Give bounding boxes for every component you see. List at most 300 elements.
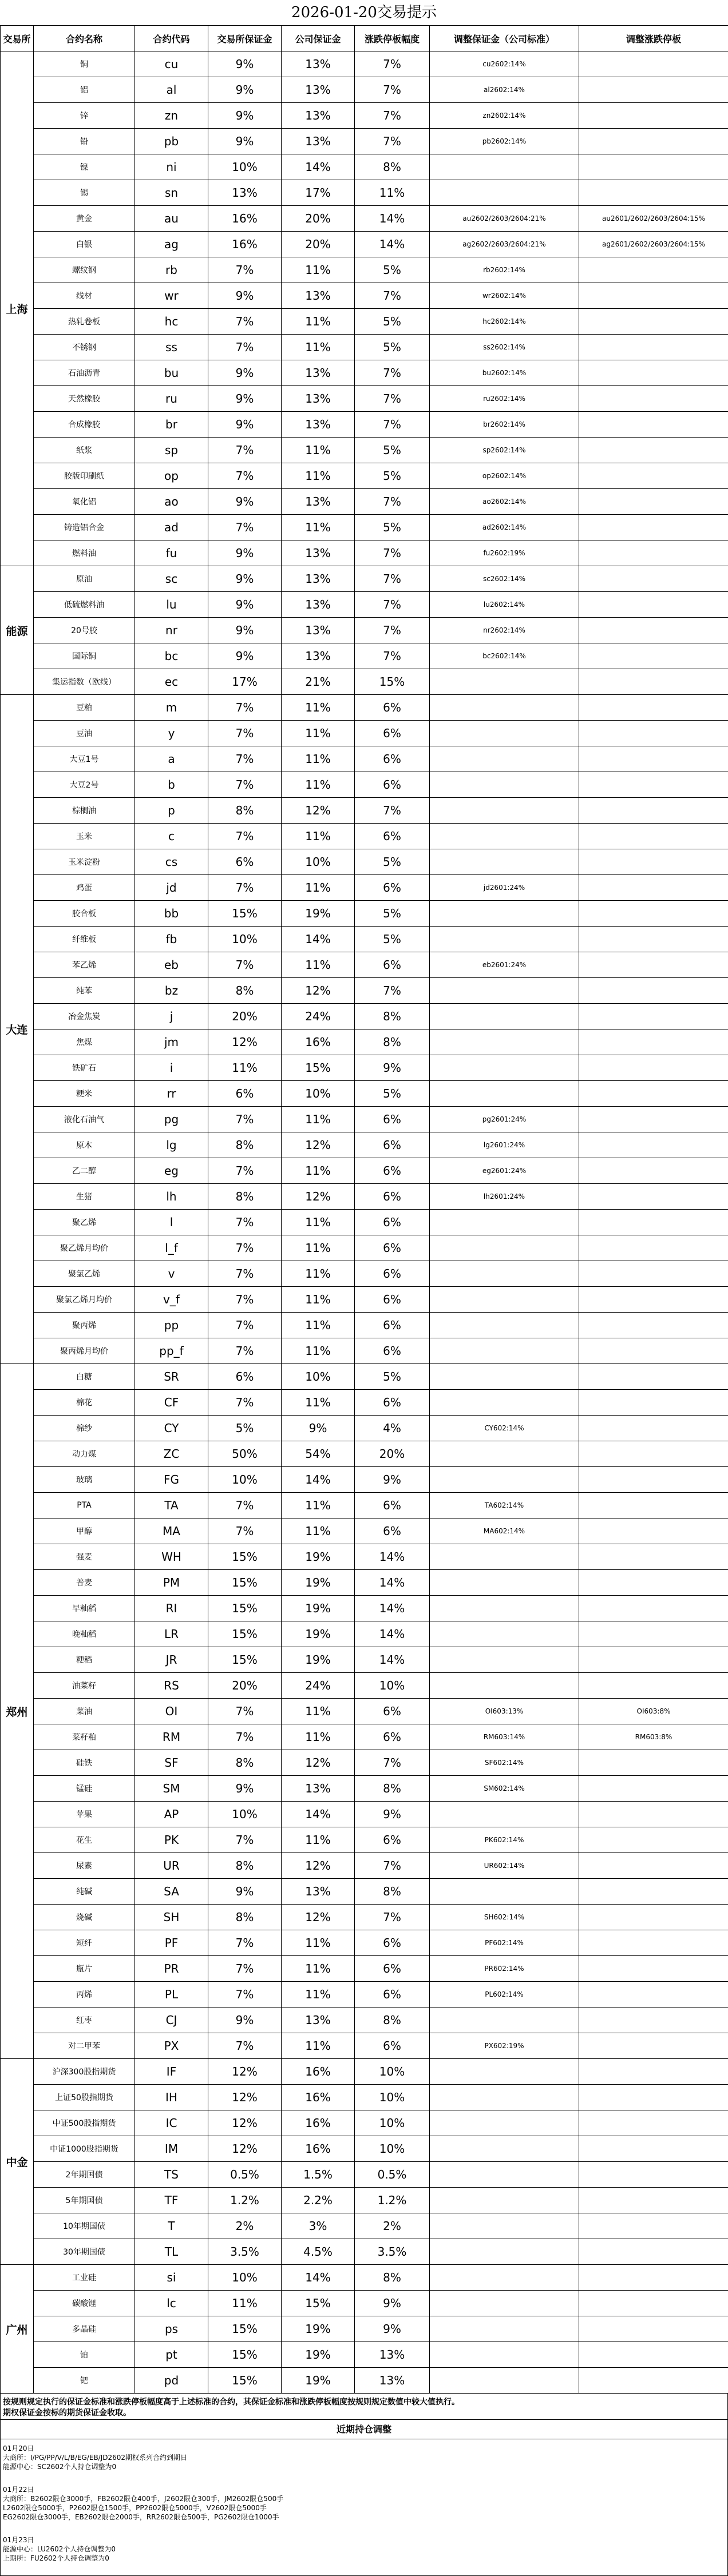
company-margin-cell: 11% xyxy=(282,1930,355,1956)
adjusted-margin-cell: zn2602:14% xyxy=(430,103,579,129)
table-row xyxy=(1,1493,728,1518)
contract-code-cell: lh xyxy=(135,1184,208,1210)
contract-name-cell: 30年期国债 xyxy=(34,2239,135,2265)
exchange-margin-cell: 15% xyxy=(208,1647,282,1673)
contract-code-cell: bz xyxy=(135,978,208,1004)
contract-name-cell: 原木 xyxy=(34,1132,135,1158)
contract-name-cell: 晚籼稻 xyxy=(34,1621,135,1647)
company-margin-cell: 11% xyxy=(282,257,355,283)
contract-code-cell: l_f xyxy=(135,1235,208,1261)
adjusted-limit-cell xyxy=(579,2136,728,2162)
adjusted-limit-cell xyxy=(579,824,728,849)
adjusted-margin-cell: UR602:14% xyxy=(430,1853,579,1879)
contract-code-cell: PK xyxy=(135,1827,208,1853)
adjusted-limit-cell xyxy=(579,1647,728,1673)
contract-code-cell: PM xyxy=(135,1570,208,1596)
company-margin-cell: 12% xyxy=(282,1184,355,1210)
price-limit-cell: 6% xyxy=(355,2033,430,2059)
price-limit-cell: 7% xyxy=(355,412,430,438)
company-margin-cell: 13% xyxy=(282,283,355,309)
contract-name-cell: 短纤 xyxy=(34,1930,135,1956)
adjusted-margin-cell xyxy=(430,1081,579,1107)
price-limit-cell: 5% xyxy=(355,849,430,875)
exchange-margin-cell: 8% xyxy=(208,1853,282,1879)
exchange-margin-cell: 9% xyxy=(208,489,282,515)
table-row xyxy=(1,1930,728,1956)
adjusted-limit-cell xyxy=(579,1776,728,1802)
company-margin-cell: 15% xyxy=(282,2291,355,2316)
exchange-margin-cell: 7% xyxy=(208,463,282,489)
contract-code-cell: eg xyxy=(135,1158,208,1184)
adjusted-margin-cell: sc2602:14% xyxy=(430,566,579,592)
recent-title: 近期持仓调整 xyxy=(0,2420,728,2439)
table-row xyxy=(1,2136,728,2162)
price-limit-cell: 7% xyxy=(355,103,430,129)
adjusted-limit-cell xyxy=(579,51,728,77)
contract-code-cell: PR xyxy=(135,1956,208,1982)
exchange-margin-cell: 7% xyxy=(208,746,282,772)
table-row xyxy=(1,1235,728,1261)
adjusted-limit-cell xyxy=(579,2188,728,2213)
exchange-margin-cell: 3.5% xyxy=(208,2239,282,2265)
contract-name-cell: 聚丙烯月均价 xyxy=(34,1338,135,1364)
contract-name-cell: 聚氯乙烯月均价 xyxy=(34,1287,135,1313)
company-margin-cell: 12% xyxy=(282,1132,355,1158)
table-row xyxy=(1,1261,728,1287)
adjusted-limit-cell xyxy=(579,1390,728,1416)
price-limit-cell: 1.2% xyxy=(355,2188,430,2213)
exchange-margin-cell: 12% xyxy=(208,2110,282,2136)
contract-name-cell: 10年期国债 xyxy=(34,2213,135,2239)
adjusted-limit-cell: ag2601/2602/2603/2604:15% xyxy=(579,232,728,257)
table-row xyxy=(1,669,728,695)
price-limit-cell: 6% xyxy=(355,1158,430,1184)
exchange-cell: 中金 xyxy=(1,2059,34,2265)
adjusted-margin-cell: lh2601:24% xyxy=(430,1184,579,1210)
adjusted-margin-cell xyxy=(430,2316,579,2342)
price-limit-cell: 6% xyxy=(355,695,430,721)
company-margin-cell: 19% xyxy=(282,1544,355,1570)
recent-group xyxy=(3,2485,725,2522)
adjusted-limit-cell xyxy=(579,1132,728,1158)
price-limit-cell: 6% xyxy=(355,1699,430,1724)
exchange-margin-cell: 12% xyxy=(208,1029,282,1055)
contract-name-cell: 丙烯 xyxy=(34,1982,135,2007)
company-margin-cell: 13% xyxy=(282,592,355,618)
company-margin-cell: 14% xyxy=(282,154,355,180)
exchange-margin-cell: 15% xyxy=(208,1570,282,1596)
contract-name-cell: 纯碱 xyxy=(34,1879,135,1905)
price-limit-cell: 8% xyxy=(355,1029,430,1055)
contract-name-cell: 中证500股指期货 xyxy=(34,2110,135,2136)
contract-code-cell: ao xyxy=(135,489,208,515)
table-row xyxy=(1,2007,728,2033)
adjusted-margin-cell xyxy=(430,849,579,875)
table-row xyxy=(1,1184,728,1210)
contract-code-cell: SR xyxy=(135,1364,208,1390)
company-margin-cell: 11% xyxy=(282,1235,355,1261)
exchange-margin-cell: 7% xyxy=(208,257,282,283)
adjusted-limit-cell xyxy=(579,2033,728,2059)
adjusted-limit-cell xyxy=(579,180,728,206)
contract-name-cell: 低硫燃料油 xyxy=(34,592,135,618)
adjusted-margin-cell: wr2602:14% xyxy=(430,283,579,309)
adjusted-limit-cell xyxy=(579,1827,728,1853)
price-limit-cell: 7% xyxy=(355,592,430,618)
contract-code-cell: hc xyxy=(135,309,208,335)
table-row xyxy=(1,824,728,849)
table-row xyxy=(1,77,728,103)
contract-name-cell: 铜 xyxy=(34,51,135,77)
adjusted-margin-cell xyxy=(430,746,579,772)
exchange-margin-cell: 7% xyxy=(208,1235,282,1261)
company-margin-cell: 12% xyxy=(282,1905,355,1930)
company-margin-cell: 11% xyxy=(282,1699,355,1724)
price-limit-cell: 13% xyxy=(355,2342,430,2368)
exchange-margin-cell: 7% xyxy=(208,721,282,746)
company-margin-cell: 14% xyxy=(282,1467,355,1493)
price-limit-cell: 6% xyxy=(355,1930,430,1956)
company-margin-cell: 9% xyxy=(282,1416,355,1441)
exchange-margin-cell: 9% xyxy=(208,540,282,566)
adjusted-limit-cell xyxy=(579,901,728,927)
contract-code-cell: l xyxy=(135,1210,208,1235)
exchange-margin-cell: 9% xyxy=(208,283,282,309)
exchange-margin-cell: 9% xyxy=(208,386,282,412)
table-row xyxy=(1,927,728,952)
adjusted-margin-cell: MA602:14% xyxy=(430,1518,579,1544)
contract-name-cell: 菜籽粕 xyxy=(34,1724,135,1750)
exchange-margin-cell: 9% xyxy=(208,77,282,103)
contract-name-cell: PTA xyxy=(34,1493,135,1518)
contract-name-cell: 红枣 xyxy=(34,2007,135,2033)
contract-code-cell: MA xyxy=(135,1518,208,1544)
adjusted-margin-cell xyxy=(430,1287,579,1313)
table-row xyxy=(1,1776,728,1802)
contract-name-cell: 对二甲苯 xyxy=(34,2033,135,2059)
adjusted-limit-cell xyxy=(579,1596,728,1621)
contract-code-cell: SA xyxy=(135,1879,208,1905)
exchange-margin-cell: 15% xyxy=(208,1596,282,1621)
adjusted-margin-cell: jd2601:24% xyxy=(430,875,579,901)
adjusted-margin-cell: rb2602:14% xyxy=(430,257,579,283)
company-margin-cell: 11% xyxy=(282,772,355,798)
price-limit-cell: 14% xyxy=(355,1596,430,1621)
price-limit-cell: 9% xyxy=(355,2316,430,2342)
exchange-margin-cell: 11% xyxy=(208,2291,282,2316)
contract-code-cell: IF xyxy=(135,2059,208,2085)
contract-name-cell: 工业硅 xyxy=(34,2265,135,2291)
price-limit-cell: 8% xyxy=(355,1004,430,1029)
contract-name-cell: 铂 xyxy=(34,2342,135,2368)
table-row xyxy=(1,978,728,1004)
exchange-margin-cell: 12% xyxy=(208,2059,282,2085)
adjusted-margin-cell xyxy=(430,2162,579,2188)
contract-name-cell: 豆粕 xyxy=(34,695,135,721)
adjusted-limit-cell xyxy=(579,1261,728,1287)
adjusted-limit-cell xyxy=(579,1982,728,2007)
adjusted-margin-cell: PR602:14% xyxy=(430,1956,579,1982)
contract-name-cell: 棉花 xyxy=(34,1390,135,1416)
contract-code-cell: pb xyxy=(135,129,208,154)
company-margin-cell: 12% xyxy=(282,978,355,1004)
adjusted-limit-cell xyxy=(579,1802,728,1827)
adjusted-margin-cell: eb2601:24% xyxy=(430,952,579,978)
adjusted-margin-cell: ao2602:14% xyxy=(430,489,579,515)
adjusted-margin-cell xyxy=(430,2136,579,2162)
adjusted-limit-cell xyxy=(579,746,728,772)
table-row xyxy=(1,849,728,875)
adjusted-limit-cell xyxy=(579,669,728,695)
price-limit-cell: 8% xyxy=(355,154,430,180)
exchange-margin-cell: 7% xyxy=(208,772,282,798)
price-limit-cell: 6% xyxy=(355,875,430,901)
contract-code-cell: a xyxy=(135,746,208,772)
exchange-margin-cell: 7% xyxy=(208,1930,282,1956)
adjusted-limit-cell xyxy=(579,1570,728,1596)
adjusted-margin-cell xyxy=(430,798,579,824)
table-row xyxy=(1,1647,728,1673)
recent-group xyxy=(3,2444,725,2471)
adjusted-margin-cell xyxy=(430,2188,579,2213)
exchange-margin-cell: 12% xyxy=(208,2085,282,2110)
adjusted-margin-cell: lu2602:14% xyxy=(430,592,579,618)
company-margin-cell: 54% xyxy=(282,1441,355,1467)
contract-name-cell: 鸡蛋 xyxy=(34,875,135,901)
contract-code-cell: jm xyxy=(135,1029,208,1055)
price-limit-cell: 14% xyxy=(355,1570,430,1596)
price-limit-cell: 6% xyxy=(355,1261,430,1287)
exchange-margin-cell: 7% xyxy=(208,309,282,335)
exchange-margin-cell: 8% xyxy=(208,1132,282,1158)
exchange-margin-cell: 17% xyxy=(208,669,282,695)
recent-line: 能源中心：LU2602个人持仓调整为0 xyxy=(3,2545,725,2554)
company-margin-cell: 13% xyxy=(282,386,355,412)
adjusted-margin-cell: hc2602:14% xyxy=(430,309,579,335)
adjusted-limit-cell xyxy=(579,1956,728,1982)
exchange-margin-cell: 50% xyxy=(208,1441,282,1467)
exchange-margin-cell: 9% xyxy=(208,129,282,154)
table-row xyxy=(1,1390,728,1416)
adjusted-margin-cell xyxy=(430,2239,579,2265)
adjusted-margin-cell: br2602:14% xyxy=(430,412,579,438)
company-margin-cell: 1.5% xyxy=(282,2162,355,2188)
contract-code-cell: CJ xyxy=(135,2007,208,2033)
price-limit-cell: 7% xyxy=(355,1853,430,1879)
adjusted-limit-cell xyxy=(579,1544,728,1570)
contract-name-cell: 不锈钢 xyxy=(34,335,135,360)
price-limit-cell: 5% xyxy=(355,1081,430,1107)
contract-code-cell: SM xyxy=(135,1776,208,1802)
adjusted-limit-cell xyxy=(579,360,728,386)
price-limit-cell: 11% xyxy=(355,180,430,206)
adjusted-limit-cell xyxy=(579,2110,728,2136)
adjusted-margin-cell xyxy=(430,901,579,927)
company-margin-cell: 11% xyxy=(282,746,355,772)
price-limit-cell: 7% xyxy=(355,566,430,592)
table-row xyxy=(1,1518,728,1544)
contract-code-cell: CY xyxy=(135,1416,208,1441)
adjusted-limit-cell xyxy=(579,2316,728,2342)
adjusted-limit-cell xyxy=(579,257,728,283)
exchange-margin-cell: 20% xyxy=(208,1004,282,1029)
contract-name-cell: 铁矿石 xyxy=(34,1055,135,1081)
contract-name-cell: 液化石油气 xyxy=(34,1107,135,1132)
contract-code-cell: TL xyxy=(135,2239,208,2265)
price-limit-cell: 7% xyxy=(355,51,430,77)
price-limit-cell: 8% xyxy=(355,1879,430,1905)
adjusted-margin-cell xyxy=(430,1673,579,1699)
exchange-margin-cell: 9% xyxy=(208,643,282,669)
exchange-margin-cell: 16% xyxy=(208,232,282,257)
contract-code-cell: pp_f xyxy=(135,1338,208,1364)
contract-code-cell: TF xyxy=(135,2188,208,2213)
company-margin-cell: 10% xyxy=(282,849,355,875)
recent-line: EG2602限仓3000手，EB2602限仓2000手，RR2602限仓500手，PG2602限仓1000手 xyxy=(3,2513,725,2522)
price-limit-cell: 5% xyxy=(355,1364,430,1390)
price-limit-cell: 7% xyxy=(355,1905,430,1930)
table-row xyxy=(1,1055,728,1081)
contract-name-cell: 苹果 xyxy=(34,1802,135,1827)
table-row xyxy=(1,1750,728,1776)
adjusted-margin-cell xyxy=(430,1313,579,1338)
adjusted-limit-cell xyxy=(579,721,728,746)
adjusted-margin-cell: OI603:13% xyxy=(430,1699,579,1724)
company-margin-cell: 11% xyxy=(282,1313,355,1338)
contract-code-cell: eb xyxy=(135,952,208,978)
table-row xyxy=(1,1416,728,1441)
table-row xyxy=(1,2033,728,2059)
adjusted-margin-cell: RM603:14% xyxy=(430,1724,579,1750)
adjusted-margin-cell xyxy=(430,1235,579,1261)
adjusted-margin-cell: pg2601:24% xyxy=(430,1107,579,1132)
price-limit-cell: 20% xyxy=(355,1441,430,1467)
exchange-margin-cell: 8% xyxy=(208,1184,282,1210)
exchange-margin-cell: 7% xyxy=(208,1827,282,1853)
adjusted-margin-cell xyxy=(430,1029,579,1055)
company-margin-cell: 11% xyxy=(282,1261,355,1287)
adjusted-limit-cell xyxy=(579,1055,728,1081)
contract-code-cell: pd xyxy=(135,2368,208,2394)
adjusted-limit-cell xyxy=(579,412,728,438)
contract-name-cell: 普麦 xyxy=(34,1570,135,1596)
company-margin-cell: 11% xyxy=(282,335,355,360)
contract-code-cell: fu xyxy=(135,540,208,566)
contract-code-cell: cs xyxy=(135,849,208,875)
table-row xyxy=(1,1905,728,1930)
note-line: 期权保证金按标的期货保证金收取。 xyxy=(3,2408,725,2419)
exchange-margin-cell: 8% xyxy=(208,978,282,1004)
exchange-margin-cell: 13% xyxy=(208,180,282,206)
exchange-margin-cell: 6% xyxy=(208,1081,282,1107)
price-limit-cell: 6% xyxy=(355,952,430,978)
table-row xyxy=(1,875,728,901)
contract-code-cell: jd xyxy=(135,875,208,901)
col-header-adjusted-margin: 调整保证金（公司标准） xyxy=(430,26,579,51)
contract-code-cell: pp xyxy=(135,1313,208,1338)
contract-code-cell: cu xyxy=(135,51,208,77)
exchange-margin-cell: 7% xyxy=(208,335,282,360)
contract-code-cell: CF xyxy=(135,1390,208,1416)
table-row xyxy=(1,1029,728,1055)
exchange-margin-cell: 10% xyxy=(208,927,282,952)
table-row xyxy=(1,438,728,463)
company-margin-cell: 11% xyxy=(282,952,355,978)
price-limit-cell: 6% xyxy=(355,1518,430,1544)
contract-name-cell: 热轧卷板 xyxy=(34,309,135,335)
price-limit-cell: 14% xyxy=(355,232,430,257)
company-margin-cell: 13% xyxy=(282,1879,355,1905)
price-limit-cell: 7% xyxy=(355,129,430,154)
recent-date: 01月22日 xyxy=(3,2485,725,2494)
adjusted-limit-cell xyxy=(579,1081,728,1107)
adjusted-margin-cell xyxy=(430,1621,579,1647)
col-header-adjusted-limit: 调整涨跌停板 xyxy=(579,26,728,51)
exchange-margin-cell: 9% xyxy=(208,2007,282,2033)
contract-code-cell: pg xyxy=(135,1107,208,1132)
price-limit-cell: 10% xyxy=(355,2085,430,2110)
contract-name-cell: 镍 xyxy=(34,154,135,180)
exchange-margin-cell: 7% xyxy=(208,1493,282,1518)
price-limit-cell: 6% xyxy=(355,1287,430,1313)
contract-name-cell: 胶版印刷纸 xyxy=(34,463,135,489)
adjusted-limit-cell xyxy=(579,1338,728,1364)
company-margin-cell: 16% xyxy=(282,1029,355,1055)
price-limit-cell: 6% xyxy=(355,1132,430,1158)
adjusted-limit-cell xyxy=(579,1107,728,1132)
adjusted-limit-cell xyxy=(579,695,728,721)
adjusted-limit-cell xyxy=(579,1441,728,1467)
adjusted-margin-cell xyxy=(430,2213,579,2239)
table-row xyxy=(1,1467,728,1493)
exchange-margin-cell: 9% xyxy=(208,1776,282,1802)
contract-name-cell: 棕榈油 xyxy=(34,798,135,824)
table-row xyxy=(1,1313,728,1338)
adjusted-limit-cell xyxy=(579,77,728,103)
table-row xyxy=(1,2265,728,2291)
company-margin-cell: 11% xyxy=(282,1493,355,1518)
contract-name-cell: 菜油 xyxy=(34,1699,135,1724)
adjusted-limit-cell xyxy=(579,1364,728,1390)
price-limit-cell: 15% xyxy=(355,669,430,695)
adjusted-margin-cell xyxy=(430,154,579,180)
table-row xyxy=(1,154,728,180)
company-margin-cell: 11% xyxy=(282,1390,355,1416)
company-margin-cell: 13% xyxy=(282,489,355,515)
company-margin-cell: 19% xyxy=(282,1621,355,1647)
table-row xyxy=(1,2059,728,2085)
contract-name-cell: 动力煤 xyxy=(34,1441,135,1467)
table-row xyxy=(1,1364,728,1390)
table-row xyxy=(1,1673,728,1699)
table-row xyxy=(1,1879,728,1905)
adjusted-limit-cell xyxy=(579,1493,728,1518)
exchange-margin-cell: 7% xyxy=(208,2033,282,2059)
exchange-margin-cell: 7% xyxy=(208,824,282,849)
exchange-margin-cell: 20% xyxy=(208,1673,282,1699)
contract-name-cell: 钯 xyxy=(34,2368,135,2394)
adjusted-margin-cell xyxy=(430,2265,579,2291)
adjusted-margin-cell: ru2602:14% xyxy=(430,386,579,412)
price-limit-cell: 6% xyxy=(355,1956,430,1982)
adjusted-margin-cell xyxy=(430,1338,579,1364)
adjusted-limit-cell xyxy=(579,438,728,463)
recent-date: 01月20日 xyxy=(3,2444,725,2453)
price-limit-cell: 13% xyxy=(355,2368,430,2394)
contract-name-cell: 大豆2号 xyxy=(34,772,135,798)
contract-name-cell: 聚乙烯 xyxy=(34,1210,135,1235)
table-row xyxy=(1,1081,728,1107)
